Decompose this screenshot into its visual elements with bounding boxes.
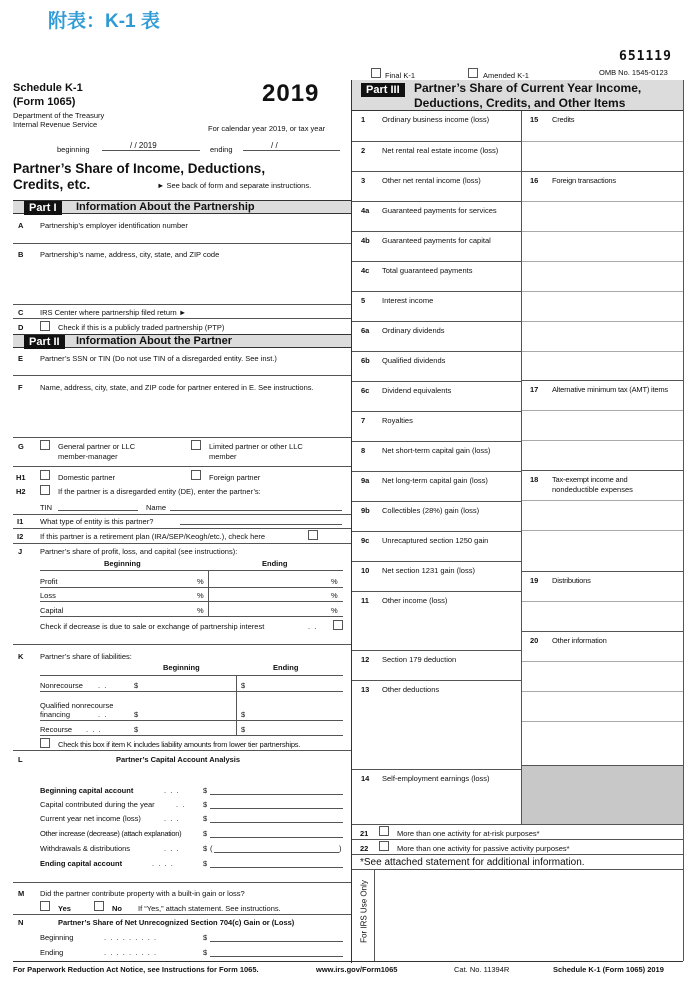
recourse-begin-dollar: $ <box>134 725 139 734</box>
line-h2-letter: H2 <box>16 487 26 496</box>
capital-label: Capital <box>40 606 64 615</box>
line-9c-row[interactable] <box>352 531 521 561</box>
bottom-rule <box>13 961 683 962</box>
entry-line <box>522 291 683 292</box>
line-label: Net section 1231 gain (loss) <box>382 566 475 575</box>
line-label: Total guaranteed payments <box>382 266 473 275</box>
general-partner-label: General partner or LLC <box>58 442 136 451</box>
line-g-letter: G <box>18 442 24 451</box>
capital-end-pct: % <box>331 606 338 615</box>
line-number: 6a <box>361 326 370 335</box>
entry-line <box>522 261 683 262</box>
recourse-end-dollar: $ <box>241 725 246 734</box>
line-e-label: Partner’s SSN or TIN (Do not use TIN of a disregarded entity. See inst.) <box>40 354 277 363</box>
limited-partner-checkbox[interactable] <box>191 440 201 450</box>
m-yes-label: Yes <box>58 904 71 913</box>
line-number: 4c <box>361 266 370 275</box>
line-j-label: Partner’s share of profit, loss, and capital (see instructions): <box>40 547 238 556</box>
line-l-letter: L <box>18 755 23 764</box>
limited-partner-label-2: member <box>209 452 237 461</box>
qualified-end-dollar: $ <box>241 710 246 719</box>
line21-label: More than one activity for at-risk purposes* <box>397 829 540 838</box>
general-partner-checkbox[interactable] <box>40 440 50 450</box>
line-label: Distributions <box>552 576 591 585</box>
line-number: 1 <box>361 115 366 124</box>
line-number: 9c <box>361 536 370 545</box>
qualified-label-1: Qualified nonrecourse <box>40 701 114 710</box>
see-attached-note: *See attached statement for additional information. <box>360 857 585 868</box>
footer-form-id: Schedule K-1 (Form 1065) 2019 <box>553 965 664 974</box>
line-number: 3 <box>361 176 366 185</box>
form-title-2: Credits, etc. <box>13 177 91 192</box>
n2-dollar: $ <box>203 948 208 957</box>
loss-label: Loss <box>40 591 56 600</box>
line-number: 4b <box>361 236 370 245</box>
de-name-field[interactable] <box>170 501 342 511</box>
line-5-row[interactable] <box>352 291 521 321</box>
line-label: Alternative minimum tax (AMT) items <box>552 385 668 394</box>
line-label: Section 179 deduction <box>382 655 457 664</box>
line-b-letter: B <box>18 250 24 259</box>
entry-line <box>522 201 683 202</box>
l1-dollar: $ <box>203 786 208 795</box>
line-number: 9b <box>361 506 370 515</box>
beginning-label: beginning <box>57 145 90 154</box>
final-k1-checkbox[interactable] <box>371 68 381 78</box>
tin-field[interactable] <box>58 501 138 511</box>
m-note: If “Yes,” attach statement. See instructions. <box>138 904 281 913</box>
line-number: 16 <box>530 176 539 185</box>
disregarded-entity-checkbox[interactable] <box>40 485 50 495</box>
line-j-letter: J <box>18 547 23 556</box>
l5-paren-close: ) <box>339 844 342 853</box>
line-label: Other information <box>552 636 607 645</box>
line-number: 18 <box>530 475 539 484</box>
recourse-label: Recourse <box>40 725 73 734</box>
line-c-letter: C <box>18 308 24 317</box>
foreign-partner-checkbox[interactable] <box>191 470 201 480</box>
domestic-partner-label: Domestic partner <box>58 473 116 482</box>
limited-partner-label: Limited partner or other LLC <box>209 442 303 451</box>
other-increase-label: Other increase (decrease) (attach explanation) <box>40 829 182 838</box>
part2-tag: Part II <box>24 335 65 349</box>
k-lower-tier-checkbox[interactable] <box>40 738 50 748</box>
k-lower-tier-label: Check this box if item K includes liability amounts from lower tier partnerships. <box>58 740 301 749</box>
amended-k1-checkbox[interactable] <box>468 68 478 78</box>
general-partner-label-2: member-manager <box>58 452 118 461</box>
line-label: Tax-exempt income and <box>552 475 628 484</box>
line-label: Ordinary business income (loss) <box>382 115 490 124</box>
beginning-date-field[interactable]: / / 2019 <box>102 141 200 151</box>
profit-label: Profit <box>40 577 58 586</box>
ending-label: ending <box>210 145 233 154</box>
line-a-letter: A <box>18 221 24 230</box>
line-4a-row[interactable] <box>352 201 521 231</box>
line21-checkbox[interactable] <box>379 826 389 836</box>
n1-dollar: $ <box>203 933 208 942</box>
l3-dollar: $ <box>203 814 208 823</box>
qualified-label-2: financing <box>40 710 71 719</box>
line-d-letter: D <box>18 323 24 332</box>
part1-title: Information About the Partnership <box>76 201 255 213</box>
line22-label: More than one activity for passive activity purposes* <box>397 844 570 853</box>
line-number: 19 <box>530 576 539 585</box>
n-beginning-label: Beginning <box>40 933 74 942</box>
line-13-row[interactable] <box>352 680 521 769</box>
shaded-area <box>522 765 683 824</box>
line-label: Self-employment earnings (loss) <box>382 774 490 783</box>
m-yes-checkbox[interactable] <box>40 901 50 911</box>
schedule-title: Schedule K-1 <box>13 82 83 94</box>
entry-line <box>522 721 683 722</box>
amended-k1-label: Amended K-1 <box>483 71 529 80</box>
line-20-row[interactable] <box>522 631 683 765</box>
entry-line <box>522 141 683 142</box>
j-beginning-header: Beginning <box>104 559 141 568</box>
line-10-row[interactable] <box>352 561 521 591</box>
beginning-capital-label: Beginning capital account <box>40 786 134 795</box>
line-number: 9a <box>361 476 370 485</box>
footer-cat-number: Cat. No. 11394R <box>454 965 510 974</box>
line-label: Credits <box>552 115 575 124</box>
line-label: Qualified dividends <box>382 356 446 365</box>
retirement-plan-checkbox[interactable] <box>308 530 318 540</box>
line-16-row[interactable] <box>522 171 683 380</box>
entry-line <box>522 661 683 662</box>
profit-end-pct: % <box>331 577 338 586</box>
line-h2-label: If the partner is a disregarded entity (DE), enter the partner’s: <box>58 487 261 496</box>
line-a-label: Partnership’s employer identification number <box>40 221 188 230</box>
line-4c-row[interactable] <box>352 261 521 291</box>
line-b-label: Partnership’s name, address, city, state, and ZIP code <box>40 250 220 259</box>
l4-dollar: $ <box>203 829 208 838</box>
line-number: 2 <box>361 146 366 155</box>
line21-number: 21 <box>360 829 369 838</box>
entry-line <box>522 351 683 352</box>
l2-dollar: $ <box>203 800 208 809</box>
entry-line <box>522 530 683 531</box>
line-number: 6c <box>361 386 370 395</box>
loss-begin-pct: % <box>197 591 204 600</box>
omb-number: OMB No. 1545-0123 <box>599 68 668 77</box>
line-label: Royalties <box>382 416 413 425</box>
line-7-row[interactable] <box>352 411 521 441</box>
line-number: 15 <box>530 115 539 124</box>
k-ending-header: Ending <box>273 663 299 672</box>
entry-line <box>522 500 683 501</box>
capital-analysis-title: Partner’s Capital Account Analysis <box>116 755 241 764</box>
line-6c-row[interactable] <box>352 381 521 411</box>
line-label: Dividend equivalents <box>382 386 452 395</box>
nonrecourse-end-dollar: $ <box>241 681 246 690</box>
line-6a-row[interactable] <box>352 321 521 351</box>
line-h1-letter: H1 <box>16 473 26 482</box>
j-ending-header: Ending <box>262 559 288 568</box>
tin-label: TIN <box>40 503 53 512</box>
foreign-partner-label: Foreign partner <box>209 473 261 482</box>
line-number: 12 <box>361 655 370 664</box>
line-d-label: Check if this is a publicly traded partnership (PTP) <box>58 323 225 332</box>
k-beginning-header: Beginning <box>163 663 200 672</box>
footer-paperwork: For Paperwork Reduction Act Notice, see Instructions for Form 1065. <box>13 965 259 974</box>
withdrawals-label: Withdrawals & distributions <box>40 844 131 853</box>
tax-year: 2019 <box>262 80 320 107</box>
line-4b-row[interactable] <box>352 231 521 261</box>
line-m-letter: M <box>18 889 25 898</box>
m-no-checkbox[interactable] <box>94 901 104 911</box>
line-number: 7 <box>361 416 366 425</box>
line-number: 4a <box>361 206 370 215</box>
line-label: Interest income <box>382 296 434 305</box>
ending-capital-label: Ending capital account <box>40 859 123 868</box>
line-9b-row[interactable] <box>352 501 521 531</box>
line-f-letter: F <box>18 383 23 392</box>
line-6b-row[interactable] <box>352 351 521 381</box>
n-ending-label: Ending <box>40 948 64 957</box>
form-ref: (Form 1065) <box>13 96 76 108</box>
capital-contributed-label: Capital contributed during the year <box>40 800 155 809</box>
line-label: Guaranteed payments for capital <box>382 236 491 245</box>
capital-contributed-field[interactable] <box>210 799 343 809</box>
j-decrease-label: Check if decrease is due to sale or exchange of partnership interest <box>40 622 265 631</box>
ptp-checkbox[interactable] <box>40 321 50 331</box>
form-code: 651119 <box>619 49 672 64</box>
line-label: Ordinary dividends <box>382 326 445 335</box>
part3-title-2: Deductions, Credits, and Other Items <box>414 96 626 110</box>
entry-line <box>522 410 683 411</box>
line-label: Collectibles (28%) gain (loss) <box>382 506 480 515</box>
entry-line <box>522 321 683 322</box>
line-number: 6b <box>361 356 370 365</box>
j-decrease-checkbox[interactable] <box>333 620 343 630</box>
line-e-letter: E <box>18 354 24 363</box>
calendar-year: For calendar year 2019, or tax year <box>208 124 326 133</box>
loss-end-pct: % <box>331 591 338 600</box>
capital-begin-pct: % <box>197 606 204 615</box>
line-label-2: nondeductible expenses <box>552 485 633 494</box>
withdrawals-field[interactable] <box>214 843 339 853</box>
line-11-row[interactable] <box>352 591 521 650</box>
entry-line <box>522 691 683 692</box>
line-label: Other income (loss) <box>382 596 448 605</box>
line-label: Foreign transactions <box>552 176 616 185</box>
see-back-note: ► See back of form and separate instructions. <box>157 181 312 190</box>
l6-dollar: $ <box>203 859 208 868</box>
line-label: Other net rental income (loss) <box>382 176 481 185</box>
nonrecourse-begin-dollar: $ <box>134 681 139 690</box>
net-income-label: Current year net income (loss) <box>40 814 141 823</box>
ending-capital-field[interactable] <box>210 858 343 868</box>
qualified-begin-dollar: $ <box>134 710 139 719</box>
part2-title: Information About the Partner <box>76 335 233 347</box>
beginning-capital-field[interactable] <box>210 785 343 795</box>
dept-line-2: Internal Revenue Service <box>13 120 98 129</box>
line-label: Guaranteed payments for services <box>382 206 497 215</box>
name-label: Name <box>146 503 167 512</box>
line-label: Net rental real estate income (loss) <box>382 146 499 155</box>
line-number: 14 <box>361 774 370 783</box>
line-label: Other deductions <box>382 685 440 694</box>
n-beginning-field[interactable] <box>210 932 343 942</box>
m-no-label: No <box>112 904 122 913</box>
line-k-letter: K <box>18 652 24 661</box>
right-edge <box>683 80 684 961</box>
line-number: 5 <box>361 296 366 305</box>
line-i2-letter: I2 <box>17 532 24 541</box>
line-n-letter: N <box>18 918 24 927</box>
line-label: Net short-term capital gain (loss) <box>382 446 491 455</box>
net-income-field[interactable] <box>210 813 343 823</box>
domestic-partner-checkbox[interactable] <box>40 470 50 480</box>
other-increase-field[interactable] <box>210 828 343 838</box>
line-14-row[interactable] <box>352 769 521 829</box>
line-f-label: Name, address, city, state, and ZIP code for partner entered in E. See instructions. <box>40 383 314 392</box>
line-number: 8 <box>361 446 366 455</box>
form-title-1: Partner’s Share of Income, Deductions, <box>13 161 266 176</box>
line-3-row[interactable] <box>352 171 521 201</box>
l5-dollar: $ <box>203 844 208 853</box>
line-number: 13 <box>361 685 370 694</box>
line-1-row[interactable] <box>352 111 521 141</box>
line-number: 20 <box>530 636 539 645</box>
line-k-label: Partner’s share of liabilities: <box>40 652 132 661</box>
entity-type-field[interactable] <box>180 515 342 525</box>
line-number: 11 <box>361 596 369 605</box>
dept-line-1: Department of the Treasury <box>13 111 105 120</box>
line-n-title: Partner’s Share of Net Unrecognized Section 704(c) Gain or (Loss) <box>58 918 295 927</box>
line-label: Unrecaptured section 1250 gain <box>382 536 489 545</box>
nonrecourse-label: Nonrecourse <box>40 681 83 690</box>
line-9a-row[interactable] <box>352 471 521 501</box>
line-17-row[interactable] <box>522 380 683 470</box>
line22-checkbox[interactable] <box>379 841 389 851</box>
ending-date-field[interactable]: / / <box>243 141 340 151</box>
line22-number: 22 <box>360 844 369 853</box>
n-ending-field[interactable] <box>210 947 343 957</box>
line-label: Net long-term capital gain (loss) <box>382 476 488 485</box>
part3-tag: Part III <box>361 83 405 97</box>
line-18-row[interactable] <box>522 470 683 571</box>
part3-title-1: Partner’s Share of Current Year Income, <box>414 81 642 95</box>
line-i2-label: If this partner is a retirement plan (IRA/SEP/Keogh/etc.), check here <box>40 532 266 541</box>
entry-line <box>522 231 683 232</box>
line-number: 17 <box>530 385 539 394</box>
l5-paren-open: ( <box>210 844 213 853</box>
line-m-label: Did the partner contribute property with a built-in gain or loss? <box>40 889 245 898</box>
line-12-row[interactable] <box>352 650 521 680</box>
part1-tag: Part I <box>24 201 62 215</box>
line-i1-label: What type of entity is this partner? <box>40 517 154 526</box>
irs-use-only-label: For IRS Use Only <box>359 880 369 943</box>
final-k1-label: Final K-1 <box>385 71 416 80</box>
entry-line <box>522 440 683 441</box>
line-8-row[interactable] <box>352 441 521 471</box>
page-heading: 附表：K-1 表 <box>48 11 160 32</box>
line-2-row[interactable] <box>352 141 521 171</box>
line-c-label: IRS Center where partnership filed return ► <box>40 308 187 317</box>
line-i1-letter: I1 <box>17 517 24 526</box>
line-number: 10 <box>361 566 370 575</box>
entry-line <box>522 601 683 602</box>
profit-begin-pct: % <box>197 577 204 586</box>
footer-url[interactable]: www.irs.gov/Form1065 <box>316 965 398 974</box>
